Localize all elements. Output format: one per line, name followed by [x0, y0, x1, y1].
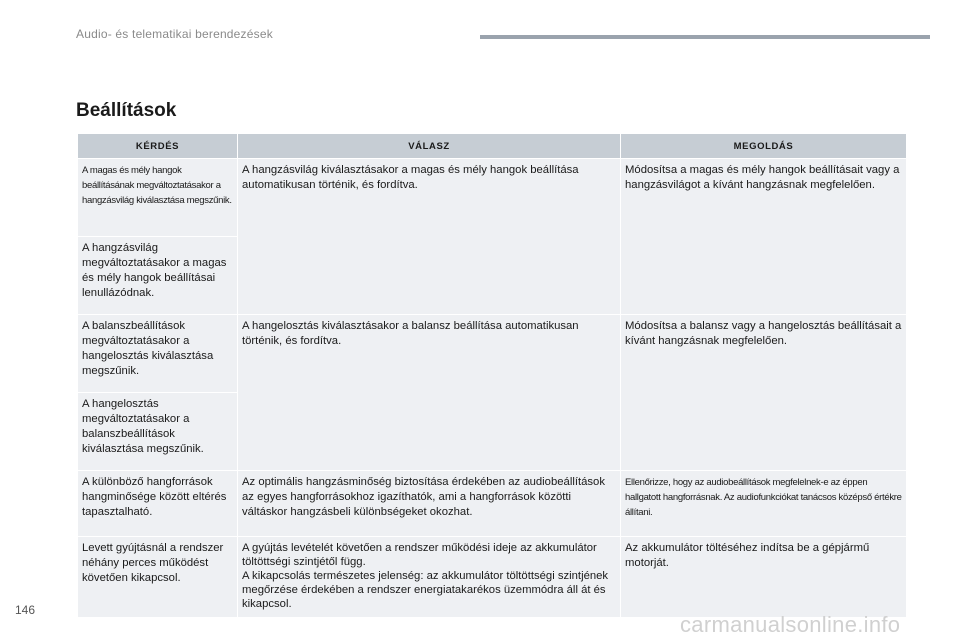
- column-header-question: KÉRDÉS: [78, 134, 238, 159]
- page-title: Beállítások: [76, 100, 177, 121]
- watermark: carmanualsonline.info: [680, 612, 901, 637]
- section-title: Audio- és telematikai berendezések: [76, 27, 273, 41]
- answer-cell: A gyújtás levételét követően a rendszer működési ideje az akkumulátor töltöttségi szintjétől függ. A kikapcsolás természetes jelenség: az akkumulátor töltöttségi szintjének megőrzése érdekében a rendszer energiatakarékos üzemmódra áll át és kikapcsol.: [238, 537, 621, 618]
- question-text: A magas és mély hangok beállításának megváltoztatásakor a hangzásvilág kiválasztása megszűnik.: [82, 165, 232, 206]
- answer-cell: A hangelosztás kiválasztásakor a balansz beállítása automatikusan történik, és fordítva.: [238, 315, 621, 471]
- page-number: 146: [15, 603, 36, 617]
- solution-text: Ellenőrizze, hogy az audiobeállítások megfelelnek-e az éppen hallgatott hangforrásnak. Az audiofunkciókat tanácsos középső értékre állítani.: [625, 477, 902, 518]
- question-cell: Levett gyújtásnál a rendszer néhány perces működést követően kikapcsol.: [78, 537, 238, 618]
- troubleshooting-table: [77, 133, 907, 618]
- answer-cell: A hangzásvilág kiválasztásakor a magas és mély hangok beállítása automatikusan történik, és fordítva.: [238, 159, 621, 315]
- answer-cell: Az optimális hangzásminőség biztosítása érdekében az audiobeállítások az egyes hangforrásokhoz igazíthatók, ami a hangforrások közötti váltáskor hangzásbeli különbségeket okozhat.: [238, 471, 621, 537]
- table-row: [78, 471, 907, 537]
- question-cell: A hangelosztás megváltoztatásakor a balanszbeállítások kiválasztása megszűnik.: [78, 393, 238, 471]
- solution-cell: Módosítsa a magas és mély hangok beállításait vagy a hangzásvilágot a kívánt hangzásnak megfelelően.: [621, 159, 907, 315]
- solution-cell: Az akkumulátor töltéséhez indítsa be a gépjármű motorját.: [621, 537, 907, 618]
- column-header-solution: MEGOLDÁS: [621, 134, 907, 159]
- table-row: [78, 315, 907, 393]
- solution-cell: Módosítsa a balansz vagy a hangelosztás beállításait a kívánt hangzásnak megfelelően.: [621, 315, 907, 471]
- table-header-row: [78, 134, 907, 159]
- question-cell: [78, 159, 238, 237]
- question-cell: A különböző hangforrások hangminősége között eltérés tapasztalható.: [78, 471, 238, 537]
- table-row: [78, 159, 907, 237]
- column-header-answer: VÁLASZ: [238, 134, 621, 159]
- table-row: [78, 537, 907, 618]
- solution-cell: [621, 471, 907, 537]
- question-cell: A hangzásvilág megváltoztatásakor a magas és mély hangok beállításai lenullázódnak.: [78, 237, 238, 315]
- header-divider: [480, 35, 930, 39]
- question-cell: A balanszbeállítások megváltoztatásakor a hangelosztás kiválasztása megszűnik.: [78, 315, 238, 393]
